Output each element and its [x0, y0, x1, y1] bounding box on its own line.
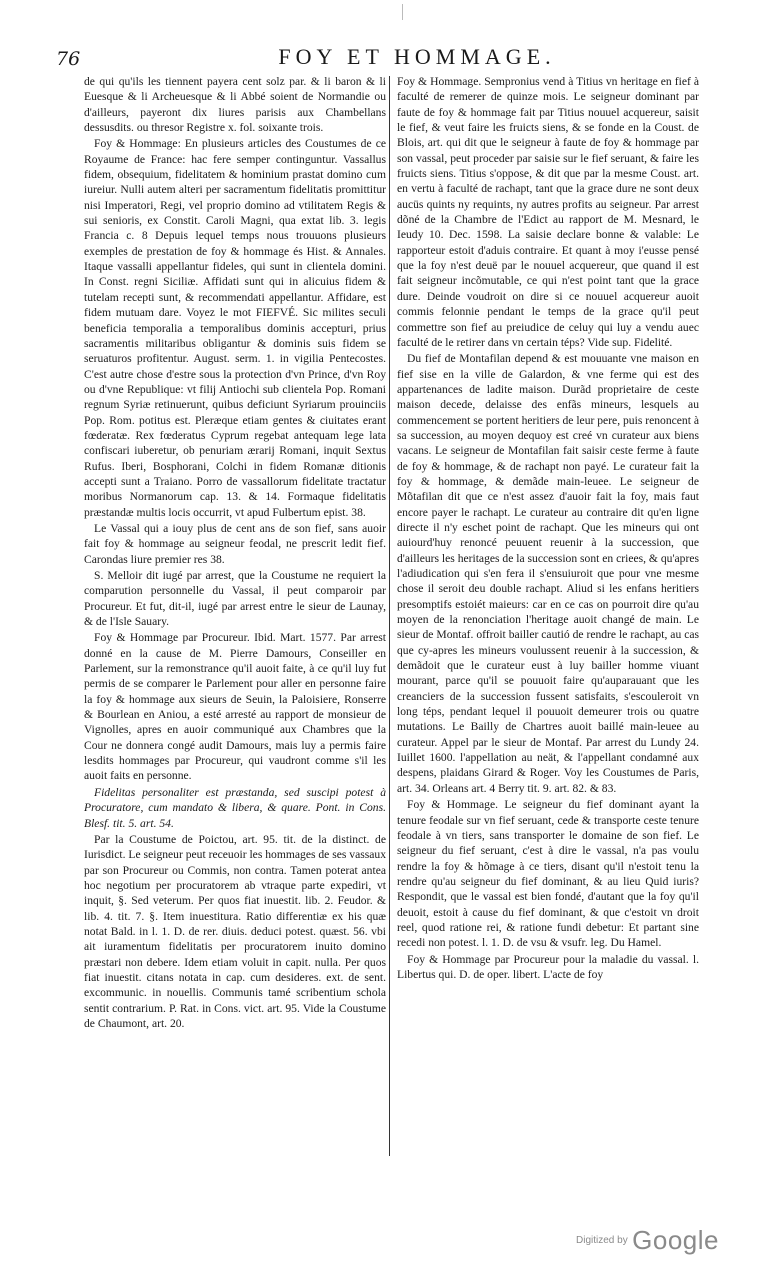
left-column	[84, 74, 386, 1032]
google-logo: Google	[632, 1225, 719, 1255]
paragraph: Fidelitas personaliter est præstanda, sed suscipi potest à Procuratore, cum mandato & libera, & quare. Pont. in Cons. Blesf. tit. 5. art. 54.	[84, 785, 386, 830]
column-divider	[389, 76, 390, 1156]
paragraph: Du fief de Montafilan depend & est mouuante vne maison en fief sise en la ville de Galardon, & vne ferme qui est des appartenances de ladite maison. Durãd proprietaire de ceste maison decede, delaisse des enfãs mineurs, lesquels au commencement se portent heritiers de leur pere, puis renoncent à sa succession, au moyen dequoy est creé vn curateur aux biens vacans. Le seigneur de Montafilan fait saisir ceste ferme à faute de foy & hommage, & de rachapt non payé. Le curateur fait la foy & hommage, & demãde main-leuee. Le seigneur de Mõtafilan dit que ce n'est assez d'auoir fait la foy, mais faut encore payer le rachapt. Le curateur au contraire dit qu'en ligne directe il n'y eschet point de rachapt. Que les mineurs qui ont auiourd'huy renoncé peuuent reuenir à la succession, que d'ailleurs les heritages de la succession sont en criees, & qu'apres l'adiudication qui s'en fera il s'ensuiuroit que pour vne mesme chose il seroit deu double rachapt. Aliud si les enfans heritiers presomptifs estoiét maieurs: car en ce cas on pourroit dire qu'au moyen de la renonciation l'heritage auoit changé de main. Le sieur de Montaf. offroit bailler cautió de rendre le rachapt, au cas que cy-apres les mineurs voulussent reuenir à la succession, & demãdoit que le curateur eust à luy bailler homme viuant mourant, parce qu'il se pouuoit faire qu'auparauant que les creanciers de la succession fussent satisfaits, s'escouleroit vn long téps, pendant lequel il pouuoit demeurer trois ou quatre mutations. Le Bailly de Chartres auoit baillé main-leuee au curateur. Appel par le sieur de Montaf. Par arrest du Lundy 24. Iuillet 1600. l'appellation au neät, & l'appellant condamné aux despens, plaidans Girard & Roger. Voy les Coustumes de Paris, art. 34. Orleans art. 4 Berry tit. 9. art. 82. & 83.	[397, 352, 699, 795]
digitized-by-google-watermark	[576, 1225, 719, 1256]
paragraph: Foy & Hommage par Procureur. Ibid. Mart. 1577. Par arrest donné en la cause de M. Pierre Damours, Conseiller en Parlement, sur la remonstrance qu'il auoit faite, à ce qu'il luy fut permis de se comparer le Parlement pour aller en personne faire la foy & hommage aux sieurs de Seuin, la Paloisiere, Ronserre & Bourlean en Aniou, a esté arresté au rapport de monsieur de Vignolles, apres en auoir communiqué aux Chambres que la Cour ne donnera congé audit Damours, mais luy a permis faire lesdits hommages par Procureur, qui vaudront comme s'il les auoit faits en personne.	[84, 631, 386, 783]
page-edge-mark	[402, 4, 403, 20]
paragraph: Par la Coustume de Poictou, art. 95. tit. de la distinct. de Iurisdict. Le seigneur peut receuoir les hommages de ses vassaux par son Procureur ou Commis, non contra. Tamen poterat antea hoc negotium per procuratorem ab vtraque parte expediri, vt inquit, §. Sed veterum. Per quos fiat inuestit. lib. 2. Feudor. & lib. 4. tit. 7. §. Item inuestitura. Ratio differentiæ ex his quæ notat Bald. in l. 1. D. de rer. diuis. deduci potest. quæst. 56. vbi ait iuramentum fidelitatis per procuratorem inuito domino præstari non debere. Idem etiam voluit in capit. nulla. Per quos fiat inuestit. citans notata in cap. cum desideres. ext. de sent. excommunic. in nouellis. Communis tamé scribentium schola sentit contrarium. P. Rat. in Cons. vict. art. 95. Vide la Coustume de Chaumont, art. 20.	[84, 832, 386, 1030]
watermark-prefix: Digitized by	[576, 1235, 628, 1246]
paragraph: Foy & Hommage. Le seigneur du fief dominant ayant la tenure feodale sur vn fief seruant, cede & transporte ceste tenure feodale à vn tiers, sans transporter le domaine de son fief. Le seigneur du fief seruant, c'est à dire le vassal, n'a pas voulu rendre la foy & hõmage à ce tiers, disant qu'il n'estoit tenu la rendre qu'au seigneur du fief dominant, & au lieu Quid iuris? Respondit, que le vassal est bien fondé, d'autant que la foy qu'il deuoit, estoit à cause du fief dominant, & que c'estoit vn droit reel, quod ratione rei, & ratione fundi debetur: Et partant sine recedi non potest. l. 1. D. de vsu & vsufr. leg. Du Hamel.	[397, 798, 699, 950]
running-head-title: FOY ET HOMMAGE.	[278, 44, 556, 69]
paragraph: Foy & Hommage: En plusieurs articles des Coustumes de ce Royaume de France: hac fere semper continguntur. Vassallus fidem, obsequium, fidelitatem & hominium prastat domino cum iureiur. Nulli autem alteri per sacramentum fidelitatis promittitur nisi Imperatori, Regi, vel proprio domino ad vtilitatem Regis & sui senioris, ex Constit. Caroli Magni, qua extat lib. 3. legis Francia c. 8 Depuis lequel temps nous trouuons plusieurs exemples de prestation de foy & hommage és Hist. & Annales. Itaque vassalli appellantur fideles, qui sunt in clientela domini. In Const. regni Siciliæ. Affidati sunt qui in alicuius fidem & tutelam recepti sunt, & recommendati appellantur. Affidare, est fidem mutuam dare. Voyez le mot FIEFVÉ. Sic milites seculi beneficia temporalia a temporalibus dominis accepturi, prius sacramentis militaribus obligantur & dominis suis fidem se seruaturos profitentur. August. serm. 1. in vigilia Pentecostes. C'est autre chose d'estre sous la protection d'vn Prince, d'vn Roy ou d'vne Republique: vt filij Antiochi sub clientela Pop. Romani regnum Syriæ retinuerunt, quibus deficiunt Syriarum prouinciis Pop. Rom. potitus est. Pleræque etiam gentes & ciuitates erant fœderatæ. Rex fœderatus Cyprum regebat antequam lege lata confiscari iuberetur, ob penuriam ærarij Romani, inquit Sextus Rufus. Iberi, Bosphorani, Colchi in fidem Romanæ ditionis accepti sunt a Traiano. Porro de vassallorum fidelitate tractatur moribus Normanorum cap. 13. & 14. Formaque fidelitatis præstandæ multis locis occurrit, vt apud Fulbertum epist. 38.	[84, 137, 386, 519]
paragraph: Foy & Hommage. Sempronius vend à Titius vn heritage en fief à faculté de remerer de quinze mois. Le seigneur dominant par faute de foy & hommage fait par Titius nouuel acquereur, saisit le fief, & veut faire les fruicts siens, & se fonde en la Coust. de Blois, art. qui dit que le seigneur à faute de foy & hommage par son vassal, peut proceder par saisie sur le fief seruant, & faire les fruicts siens. Titius s'oppose, & dit que par la mesme Coust. art. en vertu à faculté de rachapt, tant que la grace dure ne sont deux aucüs quints ny requints, ny autres profits au seigneur. Par arrest dõné de la Chambre de l'Edict au rapport de M. Mesnard, le Ieudy 10. Dec. 1598. La saisie declare bonne & valable: Le rapporteur estoit d'aduis contraire. Et quant à moy i'eusse pensé que la foy n'est deuë par le nouuel acquereur, que quand il est fait seigneur incõmutable, ce qui n'est point tant que la grace dure. Deinde voudroit on dire si ce nouuel acquereur auoit commis felonnie pendant le temps de la grace qu'il peut commettre son fief au preiudice de celuy qui luy a vendu auec faculté de le retirer dans vn certain téps? Vide sup. Fidelité.	[397, 75, 699, 349]
paragraph: Le Vassal qui a iouy plus de cent ans de son fief, sans auoir fait foy & hommage au seigneur feodal, ne prescrit ledit fief. Carondas liure premier res 38.	[84, 521, 386, 566]
page-number: 76	[56, 48, 81, 70]
right-column	[397, 74, 699, 983]
paragraph: de qui qu'ils les tiennent payera cent solz par. & li baron & li Euesque & li Archeuesque & li Abbé soient de Normandie ou d'ailleurs, payeront dix liures parisis aux Chambellans dessusdits. ou thresor Registre x. fol. soixante trois.	[84, 75, 386, 135]
paragraph: Foy & Hommage par Procureur pour la maladie du vassal. l. Libertus qui. D. de oper. libert. L'acte de foy	[397, 952, 699, 981]
paragraph: S. Melloir dit iugé par arrest, que la Coustume ne requiert la comparution personnelle du Vassal, il peut comparoir par Procureur. Et fut, dit-il, iugé par arrest entre le sieur de Launay, & de l'Isle Sauary.	[84, 569, 386, 629]
